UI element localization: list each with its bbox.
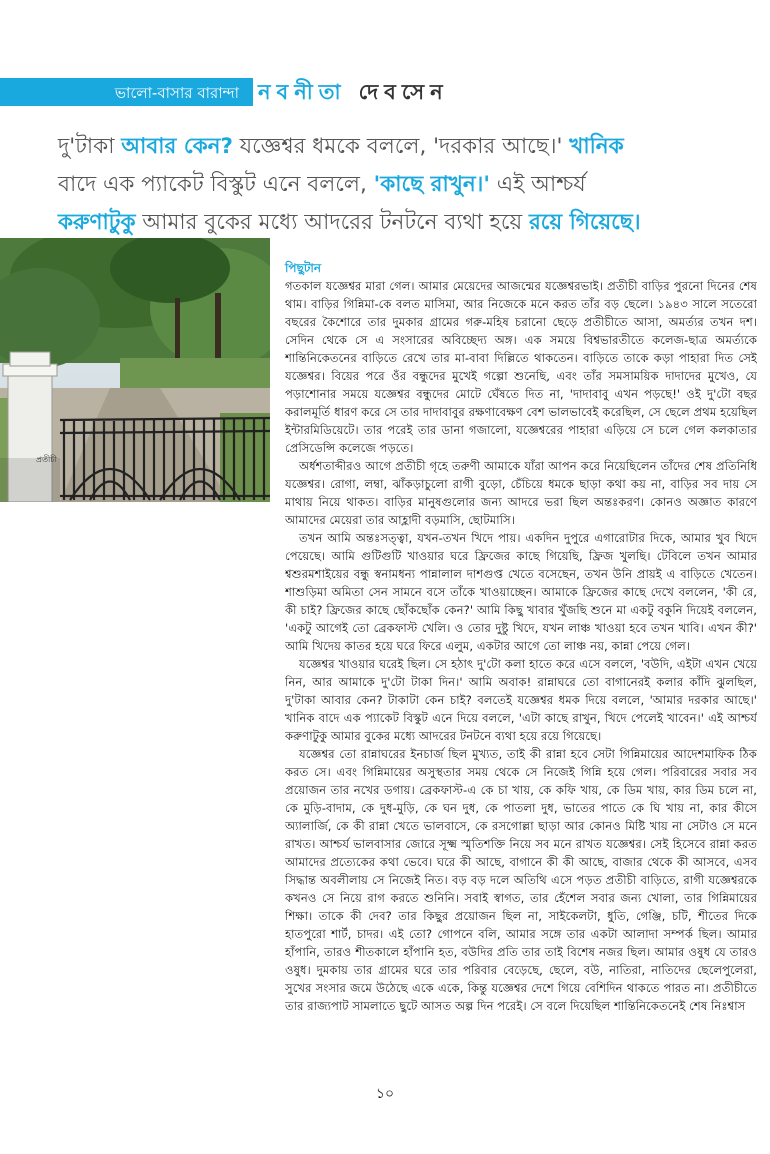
author-last-name: দেবসেন	[358, 80, 449, 104]
pull-quote-line-2: বাদে এক প্যাকেট বিস্কুট এনে বললে, 'কাছে রাখুন।' এই আশ্চর্য	[58, 172, 586, 197]
pull-quote-line-3: করুণাটুকু আমার বুকের মধ্যে আদরের টনটনে ব্যথা হয়ে রয়ে গিয়েছে।	[58, 210, 641, 235]
author-first-name: নবনীতা	[258, 80, 347, 104]
gate-sign-text: প্রতীচী	[36, 455, 57, 464]
section-heading: পিছুটান	[285, 261, 322, 275]
article-paragraph: যজ্ঞেশ্বর খাওয়ার ঘরেই ছিল। সে হঠাৎ দু'টো কলা হাতে করে এসে বললে, 'বউদি, এইটা এখন খেয়ে নিন, আর আমাকে দু'টো টাকা দিন।' আমি অবাক! রান্নাঘরে তো বাগানেরই কলার কাঁদি ঝুলছিল, দু'টাকা আবার কেন? টাকাটা কেন চাই? বলতেই যজ্ঞেশ্বর ধমক দিয়ে বললে, 'আমার দরকার আছে।' খানিক বাদে এক প্যাকেট বিস্কুট এনে দিয়ে বললে, 'এটা কাছে রাখুন, খিদে পেলেই খাবেন।' এই আশ্চর্য করুণাটুকু আমার বুকের মধ্যে আদরের টনটনে ব্যথা হয়ে রয়ে গিয়েছে।	[285, 657, 757, 743]
article-paragraph: গতকাল যজ্ঞেশ্বর মারা গেল। আমার মেয়েদের আজন্মের যজ্ঞেশ্বরভাই। প্রতীচী বাড়ির পুরনো দিনের শেষ থাম। বাড়ির গিন্নিমা-কে বলত মাসিমা, আর নিজেকে মনে করত তাঁর বড় ছেলে। ১৯৪৩ সালে সতেরো বছরের কৈশোরে তার দুমকার গ্রামের গরু-মহিষ চরানো ছেড়ে প্রতীচীতে আসা, অমর্ত্যর তখন দশ। সেদিন থেকে সে এ সংসারের অবিচ্ছেদ্য অঙ্গ। এক সময়ে বিশ্বভারতীতে কলেজ-ছাত্র অমর্ত্যকে শান্তিনিকেতনের বাড়িতে রেখে তার মা-বাবা দিল্লিতে থাকতেন। বাড়িতে তাকে কড়া পাহারা দিত সেই যজ্ঞেশ্বর। বিয়ের পরে ওঁর বন্ধুদের মুখেই গল্পো শুনেছি, এবং তাঁর সমসাময়িক দাদাদের মুখেও, যে পড়াশোনার সময়ে যজ্ঞেশ্বর বন্ধুদের মোটে ঘেঁষতে দিত না, 'দাদাবাবু এখন পড়ছে!' ওই দু'টো বছর করালমূর্তি ধারণ করে সে তার দাদাবাবুর রক্ষণাবেক্ষণ বেশ ভালভাবেই করেছিল, সে ছেলে প্রথম হয়েছিল ইন্টারমিডিয়েটে। তার পরেই তার ডানা গজালো, যজ্ঞেশ্বরের পাহারা এড়িয়ে সে চলে গেল কলকাতার প্রেসিডেন্সি কলেজে পড়তে।	[285, 279, 757, 455]
author-name	[258, 78, 449, 106]
pull-quote-line-1: দু'টাকা আবার কেন? যজ্ঞেশ্বর ধমকে বললে, 'দরকার আছে।' খানিক	[58, 134, 624, 159]
article-body	[285, 259, 757, 1015]
article-paragraph: অর্ধশতাব্দীরও আগে প্রতীচী গৃহে তরুণী আমাকে যাঁরা আপন করে নিয়েছিলেন তাঁদের শেষ প্রতিনিধি যজ্ঞেশ্বর। রোগা, লম্বা, ঝাঁকড়াচুলো রাগী বুড়ো, চেঁচিয়ে ধমকে ছাড়া কথা কয় না, বাড়ির সব দায় সে মাথায় নিয়ে থাকত। বাড়ির মানুষগুলোর জন্য আদরে ভরা ছিল অন্তঃকরণ। কোনও অজ্ঞাত কারণে আমাদের মেয়েরা তার আহ্লাদী বড়মাসি, ছোটমাসি।	[285, 459, 757, 527]
column-name: ভালো-বাসার বারান্দা	[114, 84, 239, 102]
article-paragraph: তখন আমি অন্তঃসত্ত্বা, যখন-তখন খিদে পায়। একদিন দুপুরে এগারোটার দিকে, আমার খুব খিদে পেয়েছে। আমি গুটিগুটি খাওয়ার ঘরে ফ্রিজের কাছে গিয়েছি, ফ্রিজ খুলছি। টেবিলে তখন আমার শ্বশুরমশাইয়ের বন্ধু স্বনামধন্য পান্নালাল দাশগুপ্ত খেতে বসেছেন, তখন উনি প্রায়ই এ বাড়িতে খেতেন। শাশুড়িমা অমিতা সেন সামনে বসে তাঁকে খাওয়াচ্ছেন। আমাকে ফ্রিজের কাছে দেখে বললেন, 'কী রে, কী চাই? ফ্রিজের কাছে ছোঁকছোঁক কেন?' আমি কিছু খাবার খুঁজছি শুনে মা একটু বকুনি দিয়েই বললেন, 'একটু আগেই তো ব্রেকফাস্ট খেলি। ও তোর দুষ্টু খিদে, যখন লাঞ্চ খাওয়া হবে তখন খাবি। এখন কী?' আমি খিদেয় কাতর হয়ে ঘরে ফিরে এলুম, একটার আগে তো লাঞ্চ নয়, কান্না পেয়ে গেল।	[285, 531, 757, 653]
article-paragraph: যজ্ঞেশ্বর তো রান্নাঘরের ইনচার্জ ছিল মুখ্যত, তাই কী রান্না হবে সেটা গিন্নিমায়ের আদেশমাফিক ঠিক করত সে। এবং গিন্নিমায়ের অসুস্থতার সময় থেকে সে নিজেই গিন্নি হয়ে গেল। পরিবারের সবার সব প্রয়োজন তার নখের ডগায়। ব্রেকফাস্ট-এ কে চা খায়, কে কফি খায়, কে ডিম খায়, কার ডিম চলে না, কে মুড়ি-বাদাম, কে দুধ-মুড়ি, কে ঘন দুধ, কে পাতলা দুধ, ভাতের পাতে কে ঘি খায় না, কার কীসে অ্যালার্জি, কে কী রান্না খেতে ভালবাসে, কে রসগোল্লা ছাড়া আর কোনও মিষ্টি খায় না সেটাও সে মনে রাখত। আশ্চর্য ভালবাসার জোরে সূক্ষ্ম স্মৃতিশক্তি নিয়ে সব মনে রাখত যজ্ঞেশ্বর। সেই হিসেবে রান্না করত আমাদের প্রত্যেকের কথা ভেবে। ঘরে কী আছে, বাগানে কী কী আছে, বাজার থেকে কী আসবে, এসব সিদ্ধান্ত অবলীলায় সে নিজেই নিত। বড় বড় দলে অতিথি এসে পড়ত প্রতীচী বাড়িতে, রাগী যজ্ঞেশ্বরকে কখনও সে নিয়ে রাগ করতে শুনিনি। সবাই স্বাগত, তার হেঁশেল সবার জন্য খোলা, তার গিন্নিমায়ের শিক্ষা। তাকে কী দেব? তার কিছুর প্রয়োজন ছিল না, সাইকেলটা, ধুতি, গেঞ্জি, চটি, শীতের দিকে হাতপুরো শার্ট, চাদর। এই তো? গোপনে বলি, আমার সঙ্গে তার একটা আলাদা সম্পর্ক ছিল। আমার হাঁপানি, তারও শীতকালে হাঁপানি হত, বউদির প্রতি তার তাই বিশেষ নজর ছিল। আমার ওষুধ যে তারও ওষুধ। দুমকায় তার গ্রামের ঘরে তার পরিবার বেড়েছে, ছেলে, বউ, নাতিরা, নাতিদের ছেলেপুলেরা, সুখের সংসার জমে উঠেছে একে একে, কিন্তু যজ্ঞেশ্বর দেশে গিয়ে বেশিদিন থাকতে পারত না। প্রতীচীতে তার রাজ্যপাট সামলাতে ছুটে আসত অল্প দিন পরেই। সে বলে দিয়েছিল শান্তিনিকেতনেই শেষ নিঃশ্বাস	[285, 747, 757, 1013]
page-number: ১০	[375, 1086, 395, 1102]
gate-photo	[0, 238, 270, 502]
pull-quote	[58, 128, 753, 242]
column-header-bar	[0, 78, 253, 106]
